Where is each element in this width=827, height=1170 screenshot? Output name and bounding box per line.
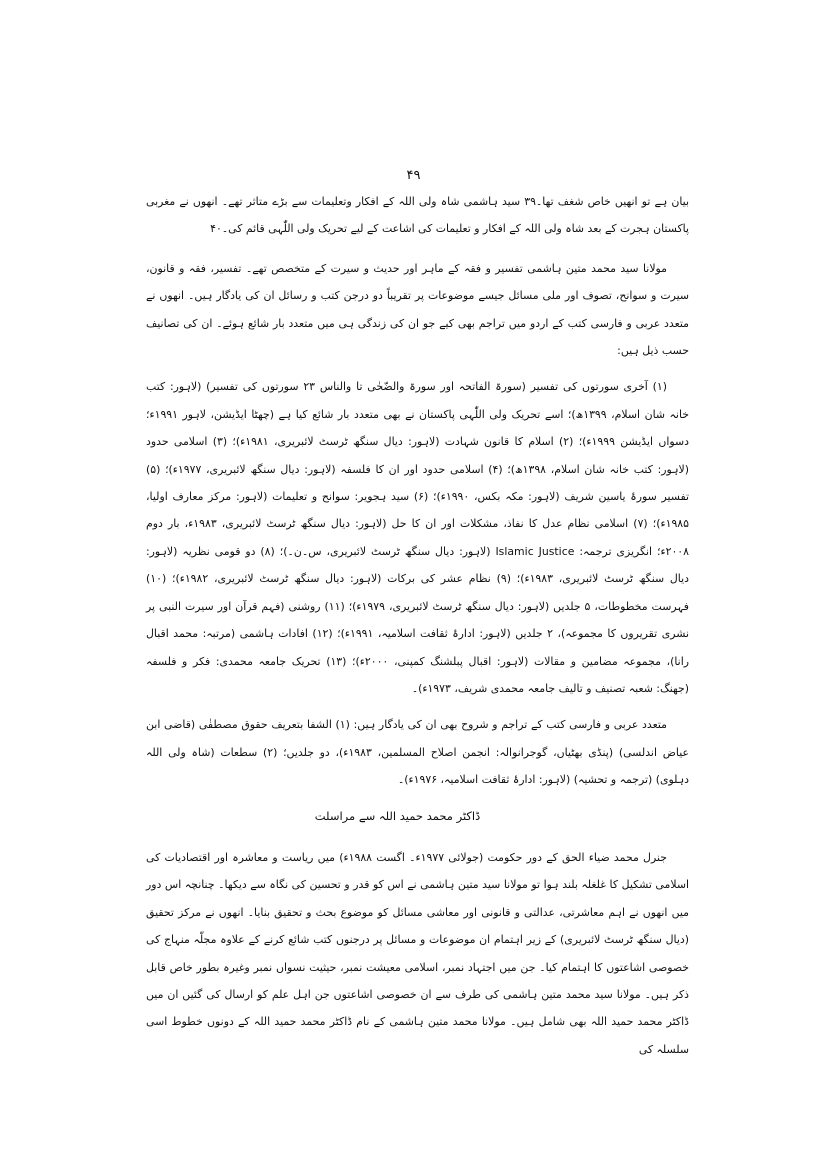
section-heading: [146, 803, 689, 830]
body-text: [146, 188, 689, 1063]
paragraph-translations: متعدد عربی و فارسی کتب کے تراجم و شروح بھی ان کی یادگار ہیں: (۱) الشفا بتعریف حقوق مصطفٰی (قاضی ابن عیاض اندلسی) (پنڈی بھٹیاں، گوجرانوالہ: انجمن اصلاح المسلمین، ۱۹۸۳ء)، دو جلدیں؛ (۲) سطعات (شاہ ولی اللہ دہلوی) (ترجمہ و تحشیہ) (لاہور: ادارۂ ثقافت اسلامیہ، ۱۹۷۶ء)۔: [146, 718, 690, 787]
section-heading-text: ڈاکٹر محمد حمید اللہ سے مراسلت: [314, 808, 481, 823]
paragraph-intro: بیان ہے تو انھیں خاص شغف تھا۔۳۹ سید ہاشمی شاہ ولی اللہ کے افکار وتعلیمات سے بڑے متاثر تھے۔ انھوں نے مغربی پاکستان ہجرت کے بعد شاہ ولی اللہ کے افکار و تعلیمات کی اشاعت کے لیے تحریک ولی اللّٰہی قائم کی۔۴۰: [146, 195, 689, 236]
paragraph-biography: مولانا سید محمد متین ہاشمی تفسیر و فقہ کے ماہر اور حدیث و سیرت کے متخصص تھے۔ تفسیر، فقہ و قانون، سیرت و سوانح، تصوف اور ملی مسائل جیسے موضوعات پر تقریباً دو درجن کتب و رسائل ان کی یادگار ہیں۔ انھوں نے متعدد عربی و فارسی کتب کے اردو میں تراجم بھی کیے جو ان کی زندگی ہی میں متعدد بار شائع ہوئے۔ ان کی تصانیف حسب ذیل ہیں:: [146, 261, 689, 358]
page-number: ۴۹: [406, 168, 421, 183]
paragraph-correspondence: جنرل محمد ضیاء الحق کے دور حکومت (جولائی ۱۹۷۷ء۔ اگست ۱۹۸۸ء) میں ریاست و معاشرہ اور اقتصادیات کی اسلامی تشکیل کا غلغلہ بلند ہوا تو مولانا سید متین ہاشمی نے اس کو قدر و تحسین کی نگاہ سے دیکھا۔ چنانچہ اس دور میں انھوں نے اہم معاشرتی، عدالتی و قانونی اور معاشی مسائل کو موضوع بحث و تحقیق بنایا۔ انھوں نے مرکز تحقیق (دیال سنگھ ٹرسٹ لائبریری) کے زیر اہتمام ان موضوعات و مسائل پر درجنوں کتب شائع کرنے کے علاوہ مجلّہ منہاج کی خصوصی اشاعتوں کا اہتمام کیا۔ جن میں اجتہاد نمبر، اسلامی معیشت نمبر، حیثیت نسواں نمبر وغیرہ بطور خاص قابل ذکر ہیں۔ مولانا سید محمد متین ہاشمی کی طرف سے ان خصوصی اشاعتوں جن اہل علم کو ارسال کی گئیں ان میں ڈاکٹر محمد حمید اللہ بھی شامل ہیں۔ مولانا محمد متین ہاشمی کے نام ڈاکٹر محمد حمید اللہ کے دونوں خطوط اسی سلسلہ کی: [146, 850, 689, 1056]
paragraph-works-list: (۱) آخری سورتوں کی تفسیر (سورۃ الفاتحہ اور سورۃ والضّحٰی تا والناس ۲۳ سورتوں کی تفسیر) (لاہور: کتب خانہ شان اسلام، ۱۳۹۹ھ)؛ اسے تحریک ولی اللّٰہی پاکستان نے بھی متعدد بار شائع کیا ہے (چھٹا ایڈیشن، لاہور ۱۹۹۱ء؛ دسواں ایڈیشن ۱۹۹۹ء)؛ (۲) اسلام کا قانون شہادت (لاہور: دیال سنگھ ٹرسٹ لائبریری، ۱۹۸۱ء)؛ (۳) اسلامی حدود (لاہور: کتب خانہ شان اسلام، ۱۳۹۸ھ)؛ (۴) اسلامی حدود اور ان کا فلسفہ (لاہور: دیال سنگھ لائبریری، ۱۹۷۷ء)؛ (۵) تفسیر سورۂ یاسین شریف (لاہور: مکہ بکس، ۱۹۹۰ء)؛ (۶) سید ہجویر: سوانح و تعلیمات (لاہور: مرکز معارف اولیا، ۱۹۸۵ء)؛ (۷) اسلامی نظام عدل کا نفاذ، مشکلات اور ان کا حل (لاہور: دیال سنگھ ٹرسٹ لائبریری، ۱۹۸۳ء، بار دوم ۲۰۰۸ء؛ انگریزی ترجمہ: Islamic Justice (لاہور: دیال سنگھ ٹرسٹ لائبریری، س۔ن۔)؛ (۸) دو قومی نظریہ (لاہور: دیال سنگھ ٹرسٹ لائبریری، ۱۹۸۳ء)؛ (۹) نظام عشر کی برکات (لاہور: دیال سنگھ ٹرسٹ لائبریری، ۱۹۸۲ء)؛ (۱۰) فہرست مخطوطات، ۵ جلدیں (لاہور: دیال سنگھ ٹرسٹ لائبریری، ۱۹۷۹ء)؛ (۱۱) روشنی (فہم قرآن اور سیرت النبی پر نشری تقریروں کا مجموعہ)، ۲ جلدیں (لاہور: ادارۂ ثقافت اسلامیہ، ۱۹۹۱ء)؛ (۱۲) افادات ہاشمی (مرتبہ: محمد اقبال رانا)، مجموعہ مضامین و مقالات (لاہور: اقبال پبلشنگ کمپنی، ۲۰۰۰ء)؛ (۱۳) تحریک جامعہ محمدی: فکر و فلسفہ (جھنگ: شعبہ تصنیف و تالیف جامعہ محمدی شریف، ۱۹۷۳ء)۔: [146, 380, 690, 695]
